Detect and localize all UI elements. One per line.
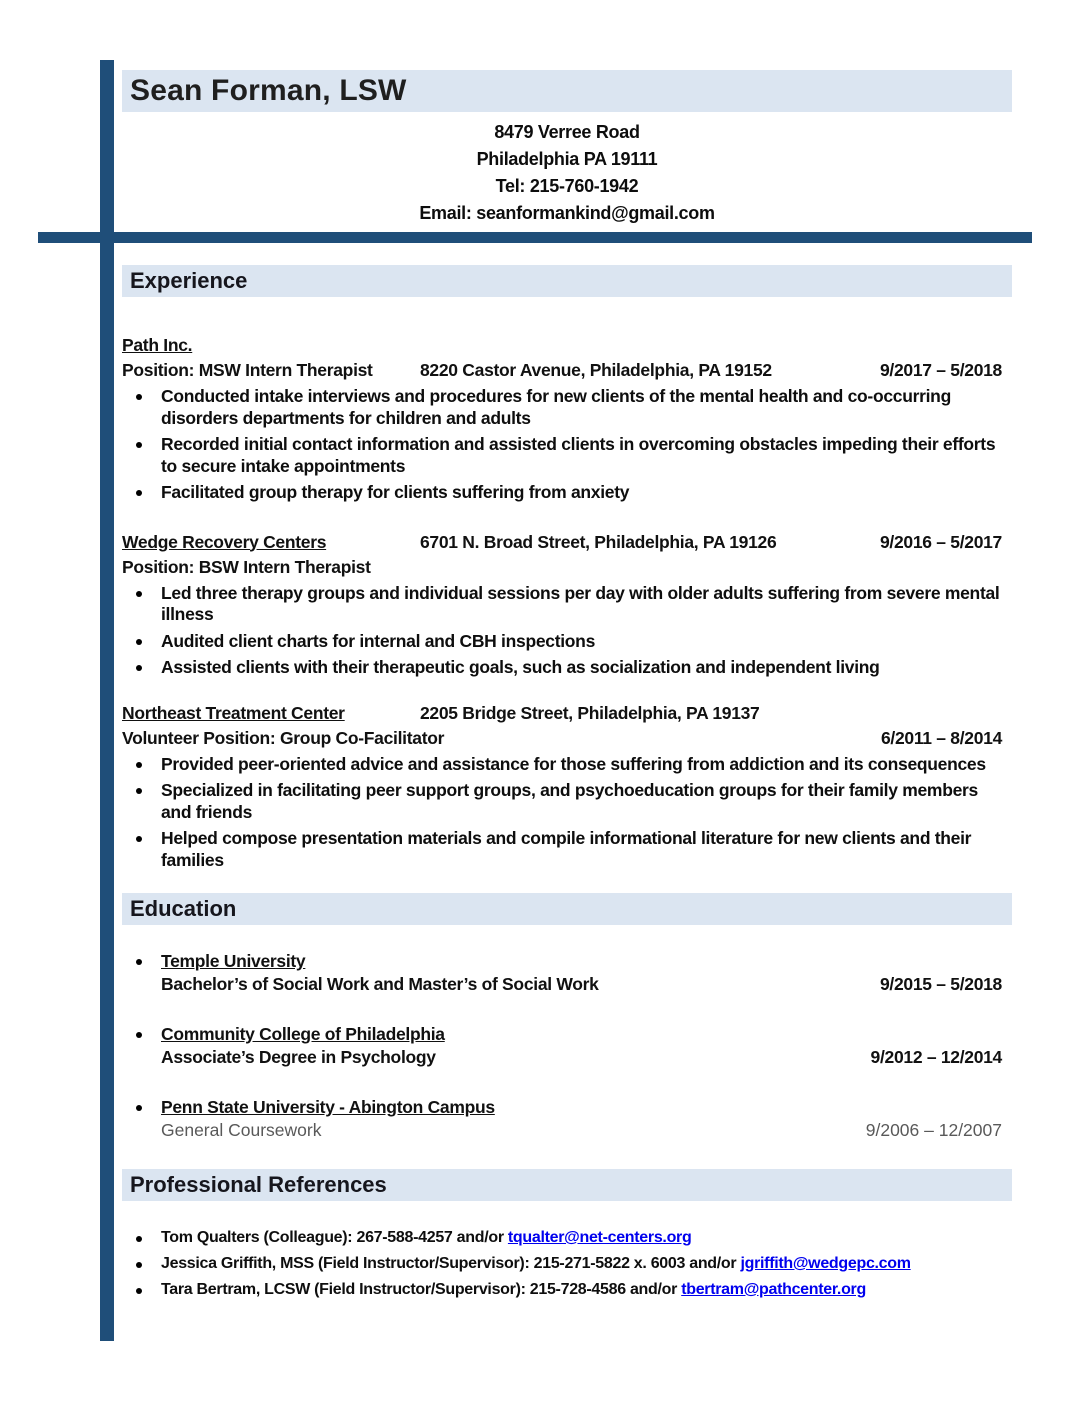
vertical-accent-bar — [100, 60, 114, 1341]
bullet-icon — [136, 1105, 142, 1111]
reference-text: Jessica Griffith, MSS (Field Instructor/Supervisor): 215-271-5822 x. 6003 and/or — [161, 1255, 741, 1272]
company-name: Path Inc. — [122, 335, 193, 355]
bullet-icon — [136, 762, 142, 768]
section-title: Experience — [130, 268, 248, 293]
bullet-text: Assisted clients with their therapeutic goals, such as socialization and independent living — [161, 657, 880, 677]
job-bullet — [122, 583, 1012, 626]
degree-name: General Coursework — [161, 1120, 322, 1140]
reference-item — [122, 1228, 1012, 1248]
company-address: 6701 N. Broad Street, Philadelphia, PA 19126 — [420, 531, 777, 552]
degree-name: Bachelor’s of Social Work and Master’s of Social Work — [161, 974, 599, 994]
reference-item — [122, 1254, 1012, 1274]
section-title: Education — [130, 896, 237, 921]
section-title: Professional References — [130, 1172, 387, 1197]
job-northeast-treatment — [122, 701, 1012, 872]
bullet-text: Helped compose presentation materials and compile informational literature for new clients and their families — [161, 828, 972, 870]
education-list — [122, 950, 1012, 1142]
bullet-icon — [136, 639, 142, 645]
company-name: Northeast Treatment Center — [122, 702, 345, 723]
job-bullet — [122, 657, 1012, 679]
degree-row — [161, 1119, 1012, 1142]
education-dates: 9/2006 – 12/2007 — [865, 1120, 1002, 1140]
bullet-icon — [136, 1236, 142, 1242]
section-header-education — [122, 893, 1012, 925]
bullet-icon — [136, 788, 142, 794]
bullet-icon — [136, 1288, 142, 1294]
position-title: Volunteer Position: Group Co-Facilitator — [122, 727, 445, 748]
bullet-icon — [136, 442, 142, 448]
education-item-ccp — [122, 1023, 1012, 1069]
education-dates: 9/2012 – 12/2014 — [870, 1047, 1002, 1067]
job-dates: 9/2016 – 5/2017 — [879, 531, 1002, 552]
education-item-temple — [122, 950, 1012, 996]
position-line — [122, 726, 1012, 751]
education-dates: 9/2015 – 5/2018 — [879, 974, 1002, 994]
job-bullets — [122, 583, 1012, 679]
contact-block — [122, 119, 1012, 227]
degree-row — [161, 973, 1012, 996]
company-address: 8220 Castor Avenue, Philadelphia, PA 19152 — [420, 360, 772, 380]
bullet-text: Specialized in facilitating peer support groups, and psychoeducation groups for their family members and friends — [161, 780, 978, 822]
job-bullet — [122, 482, 1012, 504]
reference-text: Tara Bertram, LCSW (Field Instructor/Supervisor): 215-728-4586 and/or — [161, 1281, 682, 1298]
bullet-text: Facilitated group therapy for clients suffering from anxiety — [161, 482, 630, 502]
candidate-name: Sean Forman, LSW — [130, 74, 407, 107]
position-line — [122, 358, 1012, 383]
job-dates: 9/2017 – 5/2018 — [879, 360, 1002, 380]
resume-content — [122, 0, 1012, 1306]
job-bullet — [122, 386, 1012, 429]
bullet-icon — [136, 394, 142, 400]
bullet-icon — [136, 591, 142, 597]
education-item-penn-state — [122, 1096, 1012, 1142]
job-bullet — [122, 631, 1012, 653]
section-header-references — [122, 1169, 1012, 1201]
reference-text: Tom Qualters (Colleague): 267-588-4257 and/or — [161, 1229, 508, 1246]
bullet-text: Provided peer-oriented advice and assistance for those suffering from addiction and its consequences — [161, 753, 986, 774]
job-dates: 6/2011 – 8/2014 — [880, 727, 1002, 748]
degree-row — [161, 1046, 1012, 1069]
company-line — [122, 333, 1012, 358]
reference-item — [122, 1280, 1012, 1300]
contact-email: Email: seanformankind@gmail.com — [419, 203, 715, 223]
bullet-icon — [136, 836, 142, 842]
school-name: Temple University — [161, 951, 306, 971]
job-bullet — [122, 828, 1012, 871]
name-banner — [122, 70, 1012, 112]
degree-name: Associate’s Degree in Psychology — [161, 1047, 436, 1067]
reference-email-link[interactable]: tbertram@pathcenter.org — [681, 1281, 866, 1298]
job-path-inc — [122, 333, 1012, 504]
job-bullets — [122, 386, 1012, 504]
position-title: Position: BSW Intern Therapist — [122, 556, 371, 577]
job-bullet — [122, 434, 1012, 477]
position-line — [122, 555, 1012, 580]
company-line — [122, 701, 1012, 726]
references-list — [122, 1228, 1012, 1300]
job-bullet — [122, 780, 1012, 823]
contact-street: 8479 Verree Road — [494, 122, 640, 142]
position-title: Position: MSW Intern Therapist — [122, 360, 373, 380]
reference-email-link[interactable]: jgriffith@wedgepc.com — [740, 1255, 911, 1272]
contact-city: Philadelphia PA 19111 — [476, 149, 658, 169]
company-address: 2205 Bridge Street, Philadelphia, PA 19137 — [420, 702, 760, 723]
reference-email-link[interactable]: tqualter@net-centers.org — [507, 1229, 692, 1246]
school-name: Community College of Philadelphia — [161, 1024, 445, 1044]
job-wedge-recovery — [122, 530, 1012, 679]
bullet-text: Led three therapy groups and individual sessions per day with older adults suffering from severe mental illness — [161, 582, 1000, 624]
job-bullets — [122, 754, 1012, 872]
job-bullet — [122, 754, 1012, 776]
company-name: Wedge Recovery Centers — [122, 531, 327, 552]
school-name: Penn State University - Abington Campus — [161, 1097, 495, 1117]
contact-phone: Tel: 215-760-1942 — [495, 176, 639, 196]
bullet-text: Recorded initial contact information and assisted clients in overcoming obstacles impeding their efforts to secure intake appointments — [161, 434, 996, 476]
bullet-icon — [136, 665, 142, 671]
section-header-experience — [122, 265, 1012, 297]
bullet-icon — [136, 490, 142, 496]
bullet-text: Conducted intake interviews and procedures for new clients of the mental health and co-occurring disorders departments for children and adults — [161, 386, 951, 428]
bullet-icon — [136, 1262, 142, 1268]
bullet-text: Audited client charts for internal and CBH inspections — [161, 630, 595, 651]
bullet-icon — [136, 959, 142, 965]
company-line — [122, 530, 1012, 555]
bullet-icon — [136, 1032, 142, 1038]
